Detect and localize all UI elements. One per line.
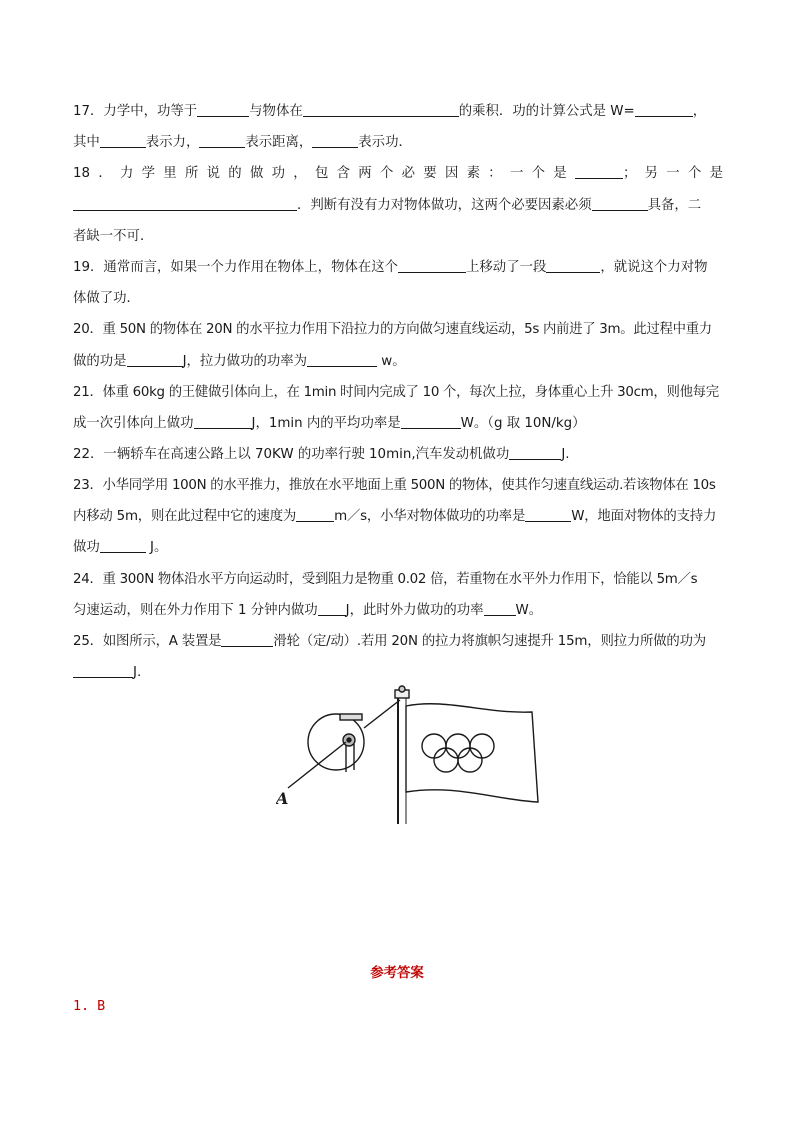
question-18-line-3: 者缺一不可． [73,229,154,244]
blank [199,133,245,148]
blank [509,445,561,460]
answer-item: 1. B [73,999,106,1014]
blank [318,601,346,616]
blank [127,352,183,367]
question-18-line-1: 18．力学里所说的做功，包含两个必要因素：一个是 ；另一个是 [73,166,724,181]
figure-label-a: A [276,789,289,808]
blank [197,102,249,117]
question-17-line-2: 其中 表示力， 表示距离， 表示功． [73,135,412,150]
blank [525,507,571,522]
question-19-line-2: 体做了功． [73,291,140,306]
question-23-line-2: 内移动 5m，则在此过程中它的速度为 m／s，小华对物体做功的功率是 W，地面对物体的支持力 [73,509,717,524]
question-23-line-3: 做功 J。 [73,540,168,555]
blank [100,133,146,148]
blank [575,164,623,179]
question-18-line-2: ．判断有没有力对物体做功，这两个必要因素必须 具备，二 [73,196,723,216]
question-21-line-2: 成一次引体向上做功 J，1min 内的平均功率是 W。（g 取 10N/kg） [73,416,586,431]
question-25-line-1: 25．如图所示，A 装置是 滑轮（定/动）.若用 20N 的拉力将旗帜匀速提升 15m，则拉力所做的功为 [73,634,706,649]
blank [546,258,600,273]
blank [194,414,252,429]
blank [296,507,334,522]
blank [312,133,358,148]
question-24-line-1: 24．重 300N 物体沿水平方向运动时，受到阻力是物重 0.02 倍，若重物在水平外力作用下，恰能以 5m／s [73,572,698,587]
question-21-line-1: 21．体重 60kg 的王健做引体向上，在 1min 时间内完成了 10 个，每次上拉，身体重心上升 30cm，则他每完 [73,385,719,400]
flagpole-pulley-figure [276,684,548,826]
question-20-line-2: 做的功是 J，拉力做功的功率为 w。 [73,354,406,369]
blank [221,632,273,647]
question-23-line-1: 23．小华同学用 100N 的水平推力，推放在水平地面上重 500N 的物体，使其作匀速直线运动.若该物体在 10s [73,478,716,493]
blank [73,663,133,678]
blank [307,352,377,367]
pulley-magnifier-circle [308,714,364,770]
blank [73,196,297,211]
question-22-line-1: 22．一辆轿车在高速公路上以 70KW 的功率行驶 10min,汽车发动机做功 J. [73,447,570,462]
blank [401,414,461,429]
blank [398,258,466,273]
blank [592,196,648,211]
question-17-line-1: 17．力学中，功等于 与物体在 的乘积．功的计算公式是 W= ， [73,104,707,119]
question-19-line-1: 19．通常而言，如果一个力作用在物体上，物体在这个 上移动了一段 ，就说这个力对物 [73,260,708,275]
blank [303,102,459,117]
question-25-line-2: J. [73,663,723,683]
answers-title: 参考答案 [370,966,424,981]
blank [100,538,146,553]
question-20-line-1: 20．重 50N 的物体在 20N 的水平拉力作用下沿拉力的方向做匀速直线运动，5s 内前进了 3m。此过程中重力 [73,322,712,337]
question-24-line-2: 匀速运动，则在外力作用下 1 分钟内做功 J，此时外力做功的功率 W。 [73,603,543,618]
blank [635,102,693,117]
blank [484,601,516,616]
